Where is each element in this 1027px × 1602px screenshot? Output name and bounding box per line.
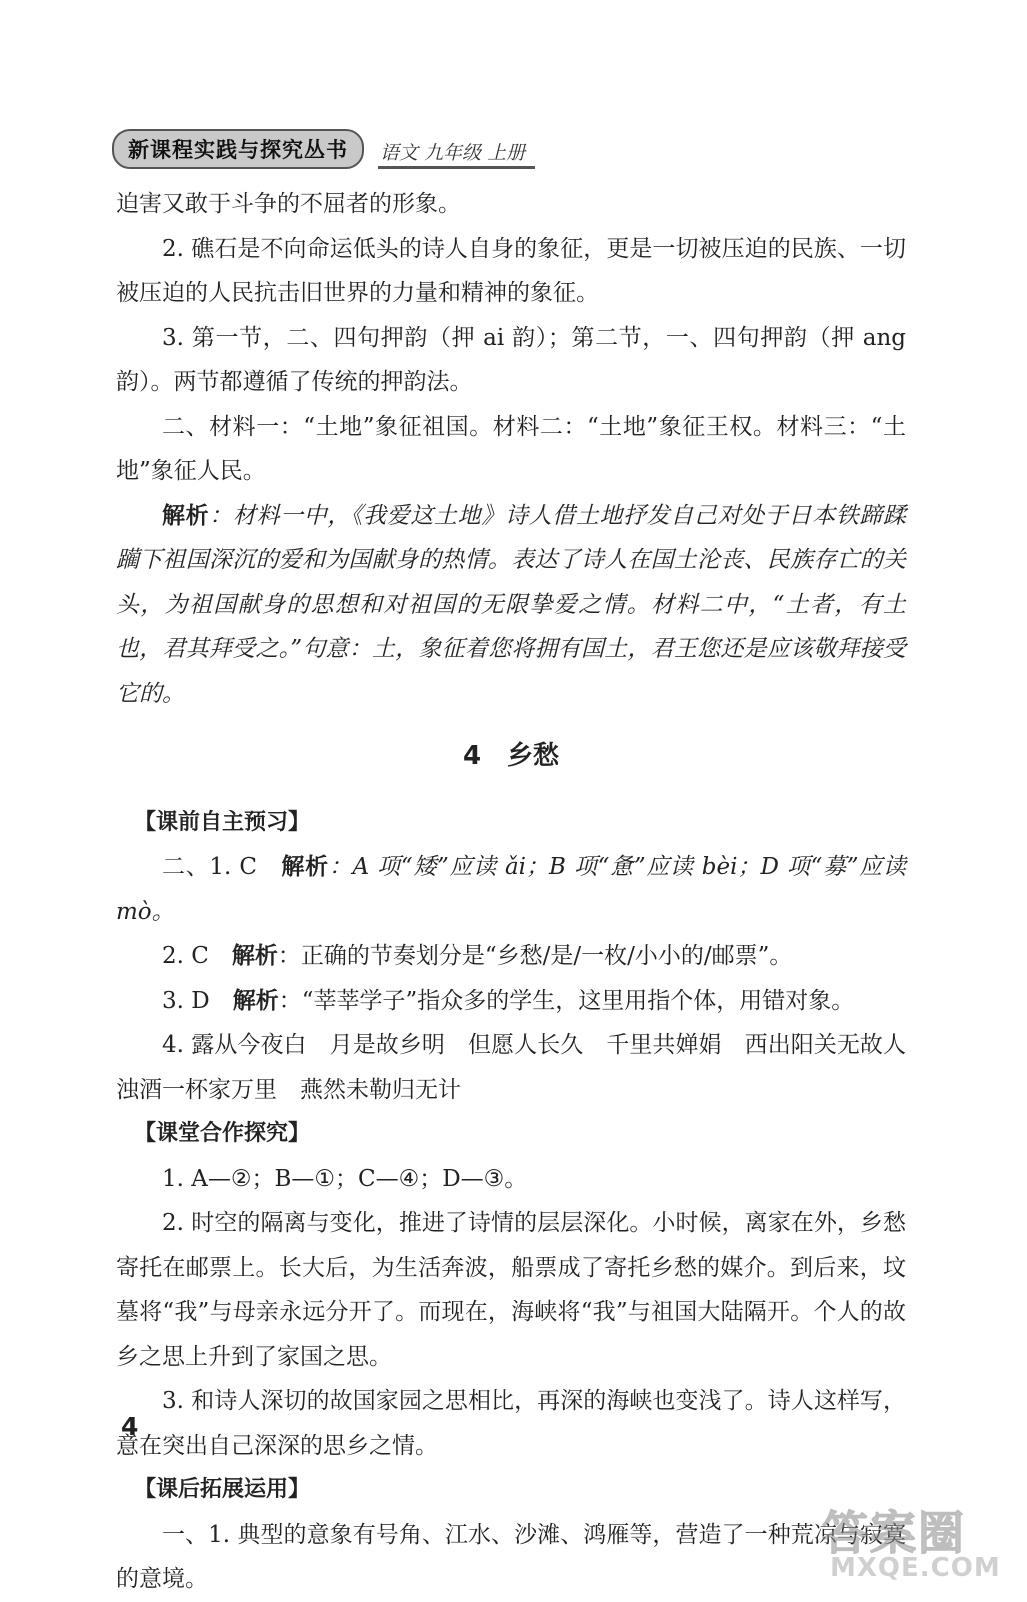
answer-item: 2. 时空的隔离与变化，推进了诗情的层层深化。小时候，离家在外，乡愁寄托在邮票上。长大后，为生活奔波，船票成了寄托乡愁的媒介。到后来，坟墓将“我”与母亲永远分开了。而现在，海峡将“我”与祖国大陆隔开。个人的故乡之思上升到了家国之思。 (116, 1210, 906, 1370)
analysis-text: ：“莘莘学子”指众多的学生，这里用指个体，用错对象。 (278, 987, 855, 1014)
section-heading-preview: 【课前自主预习】 (134, 809, 311, 835)
section-heading-after: 【课后拓展运用】 (134, 1477, 311, 1502)
watermark-text: 答案圈 (822, 1506, 966, 1560)
analysis-paragraph (116, 494, 906, 717)
analysis-label: 解析 (162, 502, 210, 529)
paragraph: 2. 礁石是不向命运低头的诗人自身的象征，更是一切被压迫的民族、一切被压迫的人民抗击旧世界的力量和精神的象征。 (116, 235, 906, 306)
paragraph: 迫害又敢于斗争的不屈者的形象。 (116, 191, 461, 217)
book-subtitle: 语文 九年级 上册 (378, 138, 535, 169)
paragraph: 二、材料一：“土地”象征祖国。材料二：“土地”象征王权。材料三：“土地”象征人民。 (116, 413, 906, 484)
page-number: 4 (121, 1412, 139, 1441)
paragraph: 3. 第一节，二、四句押韵（押 ai 韵）；第二节，一、四句押韵（押 ang 韵）。两节都遵循了传统的押韵法。 (116, 324, 906, 395)
answer-item (116, 979, 906, 1024)
answer-item (116, 934, 906, 979)
analysis-text: ：材料一中，《我爱这土地》诗人借土地抒发自己对处于日本铁蹄蹂躏下祖国深沉的爱和为国献身的热情。表达了诗人在国土沦丧、民族存亡的关头，为祖国献身的思想和对祖国的无限挚爱之情。材料二中，“土者，有土也，君其拜受之。”句意：土，象征着您将拥有国土，君王您还是应该敬拜接受它的。 (116, 502, 907, 707)
analysis-label: 解析 (231, 943, 278, 969)
answer-item: 3. 和诗人深切的故国家园之思相比，再深的海峡也变浅了。诗人这样写，意在突出自己深深的思乡之情。 (116, 1388, 906, 1459)
running-header (112, 129, 535, 169)
section-heading-classroom: 【课堂合作探究】 (134, 1121, 311, 1146)
analysis-text: ：A 项“矮”应读 ǎi；B 项“惫”应读 bèi；D 项“募”应读 mò。 (116, 854, 906, 925)
answer-prefix: 3. D (162, 987, 233, 1014)
answer-item (116, 845, 906, 934)
answer-item: 一、1. 典型的意象有号角、江水、沙滩、鸿雁等，营造了一种荒凉与寂寞的意境。 (116, 1521, 906, 1592)
analysis-label: 解析 (232, 987, 279, 1014)
series-title: 新课程实践与探究丛书 (112, 129, 364, 169)
answer-item: 4. 露从今夜白 月是故乡明 但愿人长久 千里共婵娟 西出阳关无故人 浊酒一杯家万里 燕然未勒归无计 (116, 1032, 929, 1103)
analysis-label: 解析 (281, 854, 329, 880)
analysis-text: ：正确的节奏划分是“乡愁/是/一枚/小小的/邮票”。 (277, 943, 793, 969)
answer-prefix: 2. C (162, 943, 232, 969)
answer-prefix: 二、1. C (162, 854, 282, 880)
watermark-logo (822, 1497, 1012, 1597)
watermark-url: MXQE.COM (830, 1553, 1001, 1583)
answer-item: 1. A—②；B—①；C—④；D—③。 (162, 1165, 528, 1192)
lesson-title: 4 乡愁 (462, 741, 560, 771)
